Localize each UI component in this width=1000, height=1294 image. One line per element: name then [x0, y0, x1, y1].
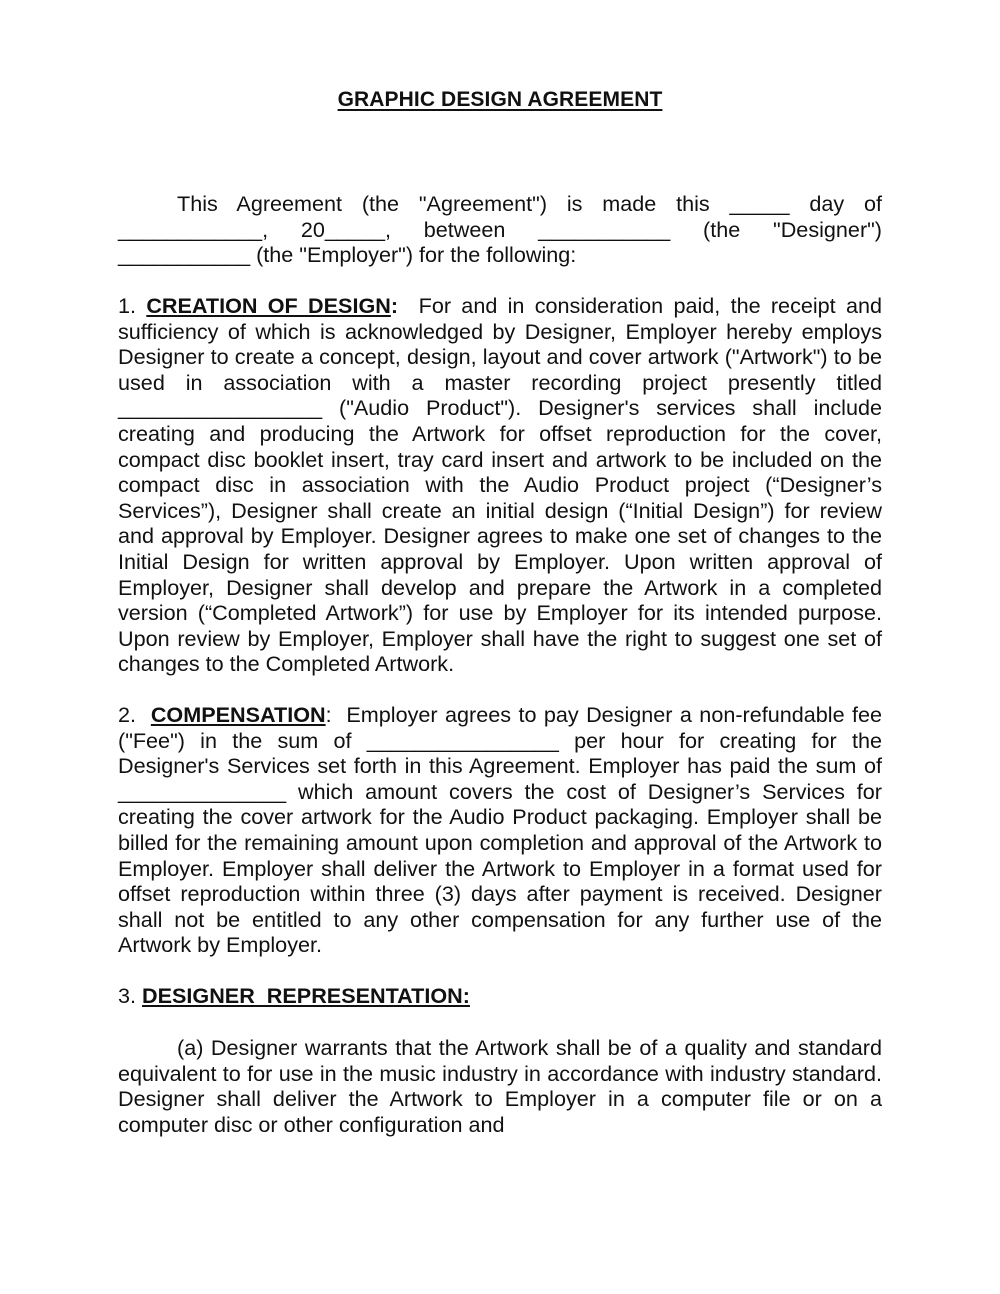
section-1-text: For and in consideration paid, the receipt and sufficiency of which is acknowledged by Designer, Employer hereby employs Designer to create a concept, design, layout and cover artwork ("Artwork") to be used in association with a master recording project presently titled _________________ ("Audio Product"). Designer's services shall include creating and producing the Artwork for offset reproduction for the cover, compact disc booklet insert, tray card insert and artwork to be included on the compact disc in association with the Audio Product project (“Designer’s Services”), Designer shall create an initial design (“Initial Design”) for review and approval by Employer. Designer agrees to make one set of changes to the Initial Design for written approval by Employer. Upon written approval of Employer, Designer shall develop and prepare the Artwork in a completed version (“Completed Artwork”) for use by Employer for its intended purpose. Upon review by Employer, Employer shall have the right to suggest one set of changes to the Completed Artwork. [118, 293, 882, 677]
section-3-heading-paragraph [118, 983, 882, 1009]
section-3-heading: DESIGNER REPRESENTATION: [142, 983, 470, 1008]
section-2-paragraph [118, 702, 882, 958]
intro-paragraph [118, 191, 882, 268]
section-2-heading: COMPENSATION [150, 702, 326, 727]
section-1-colon: : [390, 293, 399, 318]
section-2-text: Employer agrees to pay Designer a non-refundable fee ("Fee") in the sum of ________________ per hour for creating for the Designer's Services set forth in this Agreement. Employer has paid the sum of ______________ which amount covers the cost of Designer’s Services for creating the cover artwork for the Audio Product packaging. Employer shall be billed for the remaining amount upon completion and approval of the Artwork to Employer. Employer shall deliver the Artwork to Employer in a format used for offset reproduction within three (3) days after payment is received. Designer shall not be entitled to any other compensation for any further use of the Artwork by Employer. [118, 702, 882, 958]
section-3a-text: (a) Designer warrants that the Artwork shall be of a quality and standard equivalent to for use in the music industry in accordance with industry standard. Designer shall deliver the Artwork to Employer in a computer file or on a computer disc or other configuration and [118, 1035, 882, 1137]
section-2-colon: : [325, 702, 332, 727]
document-title-text: GRAPHIC DESIGN AGREEMENT [337, 88, 663, 111]
section-1-heading: CREATION OF DESIGN [146, 293, 391, 318]
intro-text: This Agreement (the "Agreement") is made this _____ day of ____________, 20_____, between ___________ (the "Designer") ___________ (the "Employer") for the following: [118, 191, 882, 268]
section-1-paragraph [118, 293, 882, 677]
document-title [0, 88, 1000, 112]
section-1-number: 1. [118, 293, 137, 318]
section-3-number: 3. [118, 983, 137, 1008]
section-3a-paragraph [118, 1035, 882, 1137]
section-2-number: 2. [118, 702, 137, 727]
